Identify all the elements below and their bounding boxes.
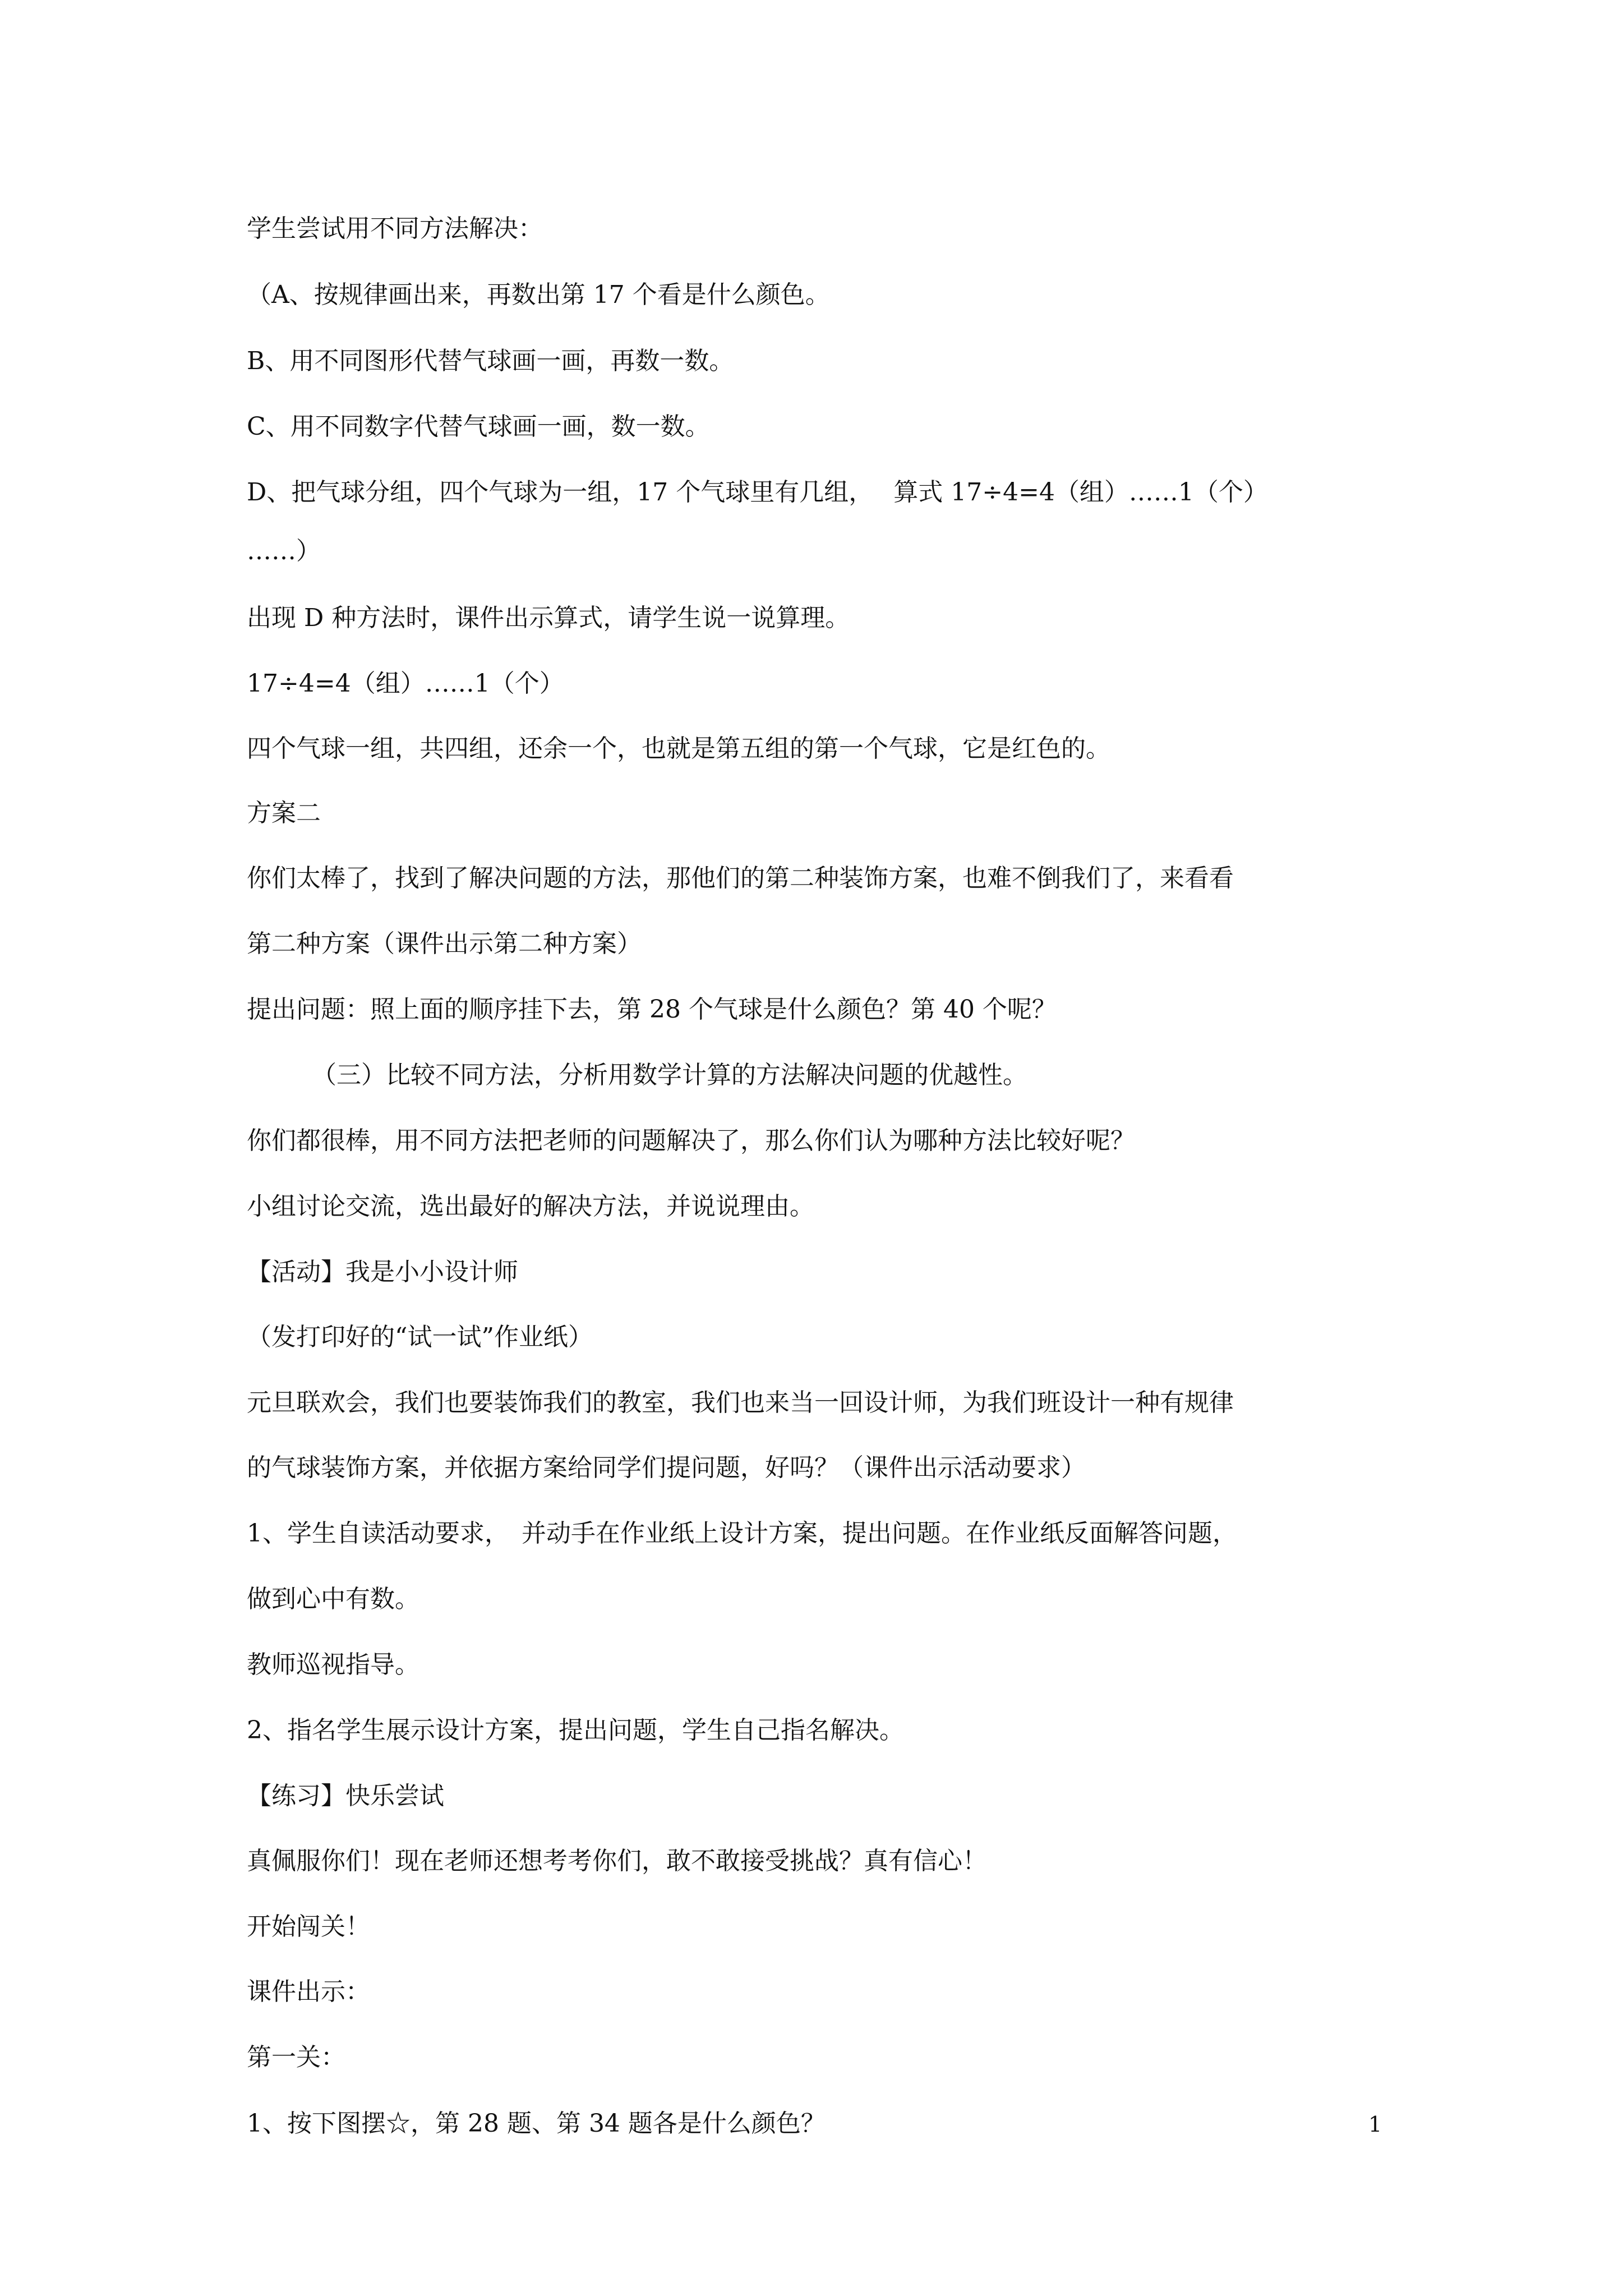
text-line: ……）	[247, 537, 321, 565]
text-line: 真佩服你们！现在老师还想考考你们，敢不敢接受挑战？真有信心！	[247, 1847, 987, 1875]
text-line: 四个气球一组，共四组，还余一个，也就是第五组的第一个气球，它是红色的。	[247, 734, 1110, 763]
text-line: 1、学生自读活动要求， 并动手在作业纸上设计方案，提出问题。在作业纸反面解答问题，	[247, 1519, 1237, 1548]
text-line: 1、按下图摆☆，第 28 题、第 34 题各是什么颜色？	[247, 2109, 826, 2138]
text-line: D、把气球分组，四个气球为一组，17 个气球里有几组， 算式 17÷4=4（组）……1（个）	[247, 478, 1268, 507]
text-line: （发打印好的“试一试”作业纸）	[247, 1323, 593, 1351]
text-line: 提出问题：照上面的顺序挂下去，第 28 个气球是什么颜色？第 40 个呢？	[247, 995, 1057, 1024]
text-line: 2、指名学生展示设计方案，提出问题，学生自己指名解决。	[247, 1716, 904, 1745]
text-line: C、用不同数字代替气球画一画，数一数。	[247, 412, 710, 441]
text-line: 教师巡视指导。	[247, 1650, 419, 1679]
text-line: 你们太棒了，找到了解决问题的方法，那他们的第二种装饰方案，也难不倒我们了，来看看	[247, 864, 1234, 892]
text-line: 开始闯关！	[247, 1912, 370, 1941]
text-line: B、用不同图形代替气球画一画，再数一数。	[247, 347, 734, 375]
text-line: 课件出示：	[247, 1977, 370, 2006]
section-heading: 【练习】快乐尝试	[247, 1782, 444, 1810]
text-line: 做到心中有数。	[247, 1585, 419, 1613]
text-line: 小组讨论交流，选出最好的解决方法，并说说理由。	[247, 1192, 814, 1221]
text-line: 第二种方案（课件出示第二种方案）	[247, 930, 642, 958]
section-heading: 方案二	[247, 799, 321, 827]
text-line: 第一关：	[247, 2043, 345, 2072]
text-line: （A、按规律画出来，再数出第 17 个看是什么颜色。	[247, 280, 830, 309]
section-heading: 【活动】我是小小设计师	[247, 1258, 518, 1286]
text-line: 元旦联欢会，我们也要装饰我们的教室，我们也来当一回设计师，为我们班设计一种有规律	[247, 1388, 1234, 1417]
section-heading: （三）比较不同方法，分析用数学计算的方法解决问题的优越性。	[312, 1061, 1027, 1089]
text-line: 17÷4=4（组）……1（个）	[247, 669, 564, 698]
text-line: 出现 D 种方法时，课件出示算式，请学生说一说算理。	[247, 604, 850, 632]
text-line: 你们都很棒，用不同方法把老师的问题解决了，那么你们认为哪种方法比较好呢？	[247, 1126, 1135, 1155]
text-line: 的气球装饰方案，并依据方案给同学们提问题，好吗？（课件出示活动要求）	[247, 1453, 1086, 1482]
page-number: 1	[1368, 2112, 1382, 2137]
text-line: 学生尝试用不同方法解决：	[247, 214, 543, 243]
